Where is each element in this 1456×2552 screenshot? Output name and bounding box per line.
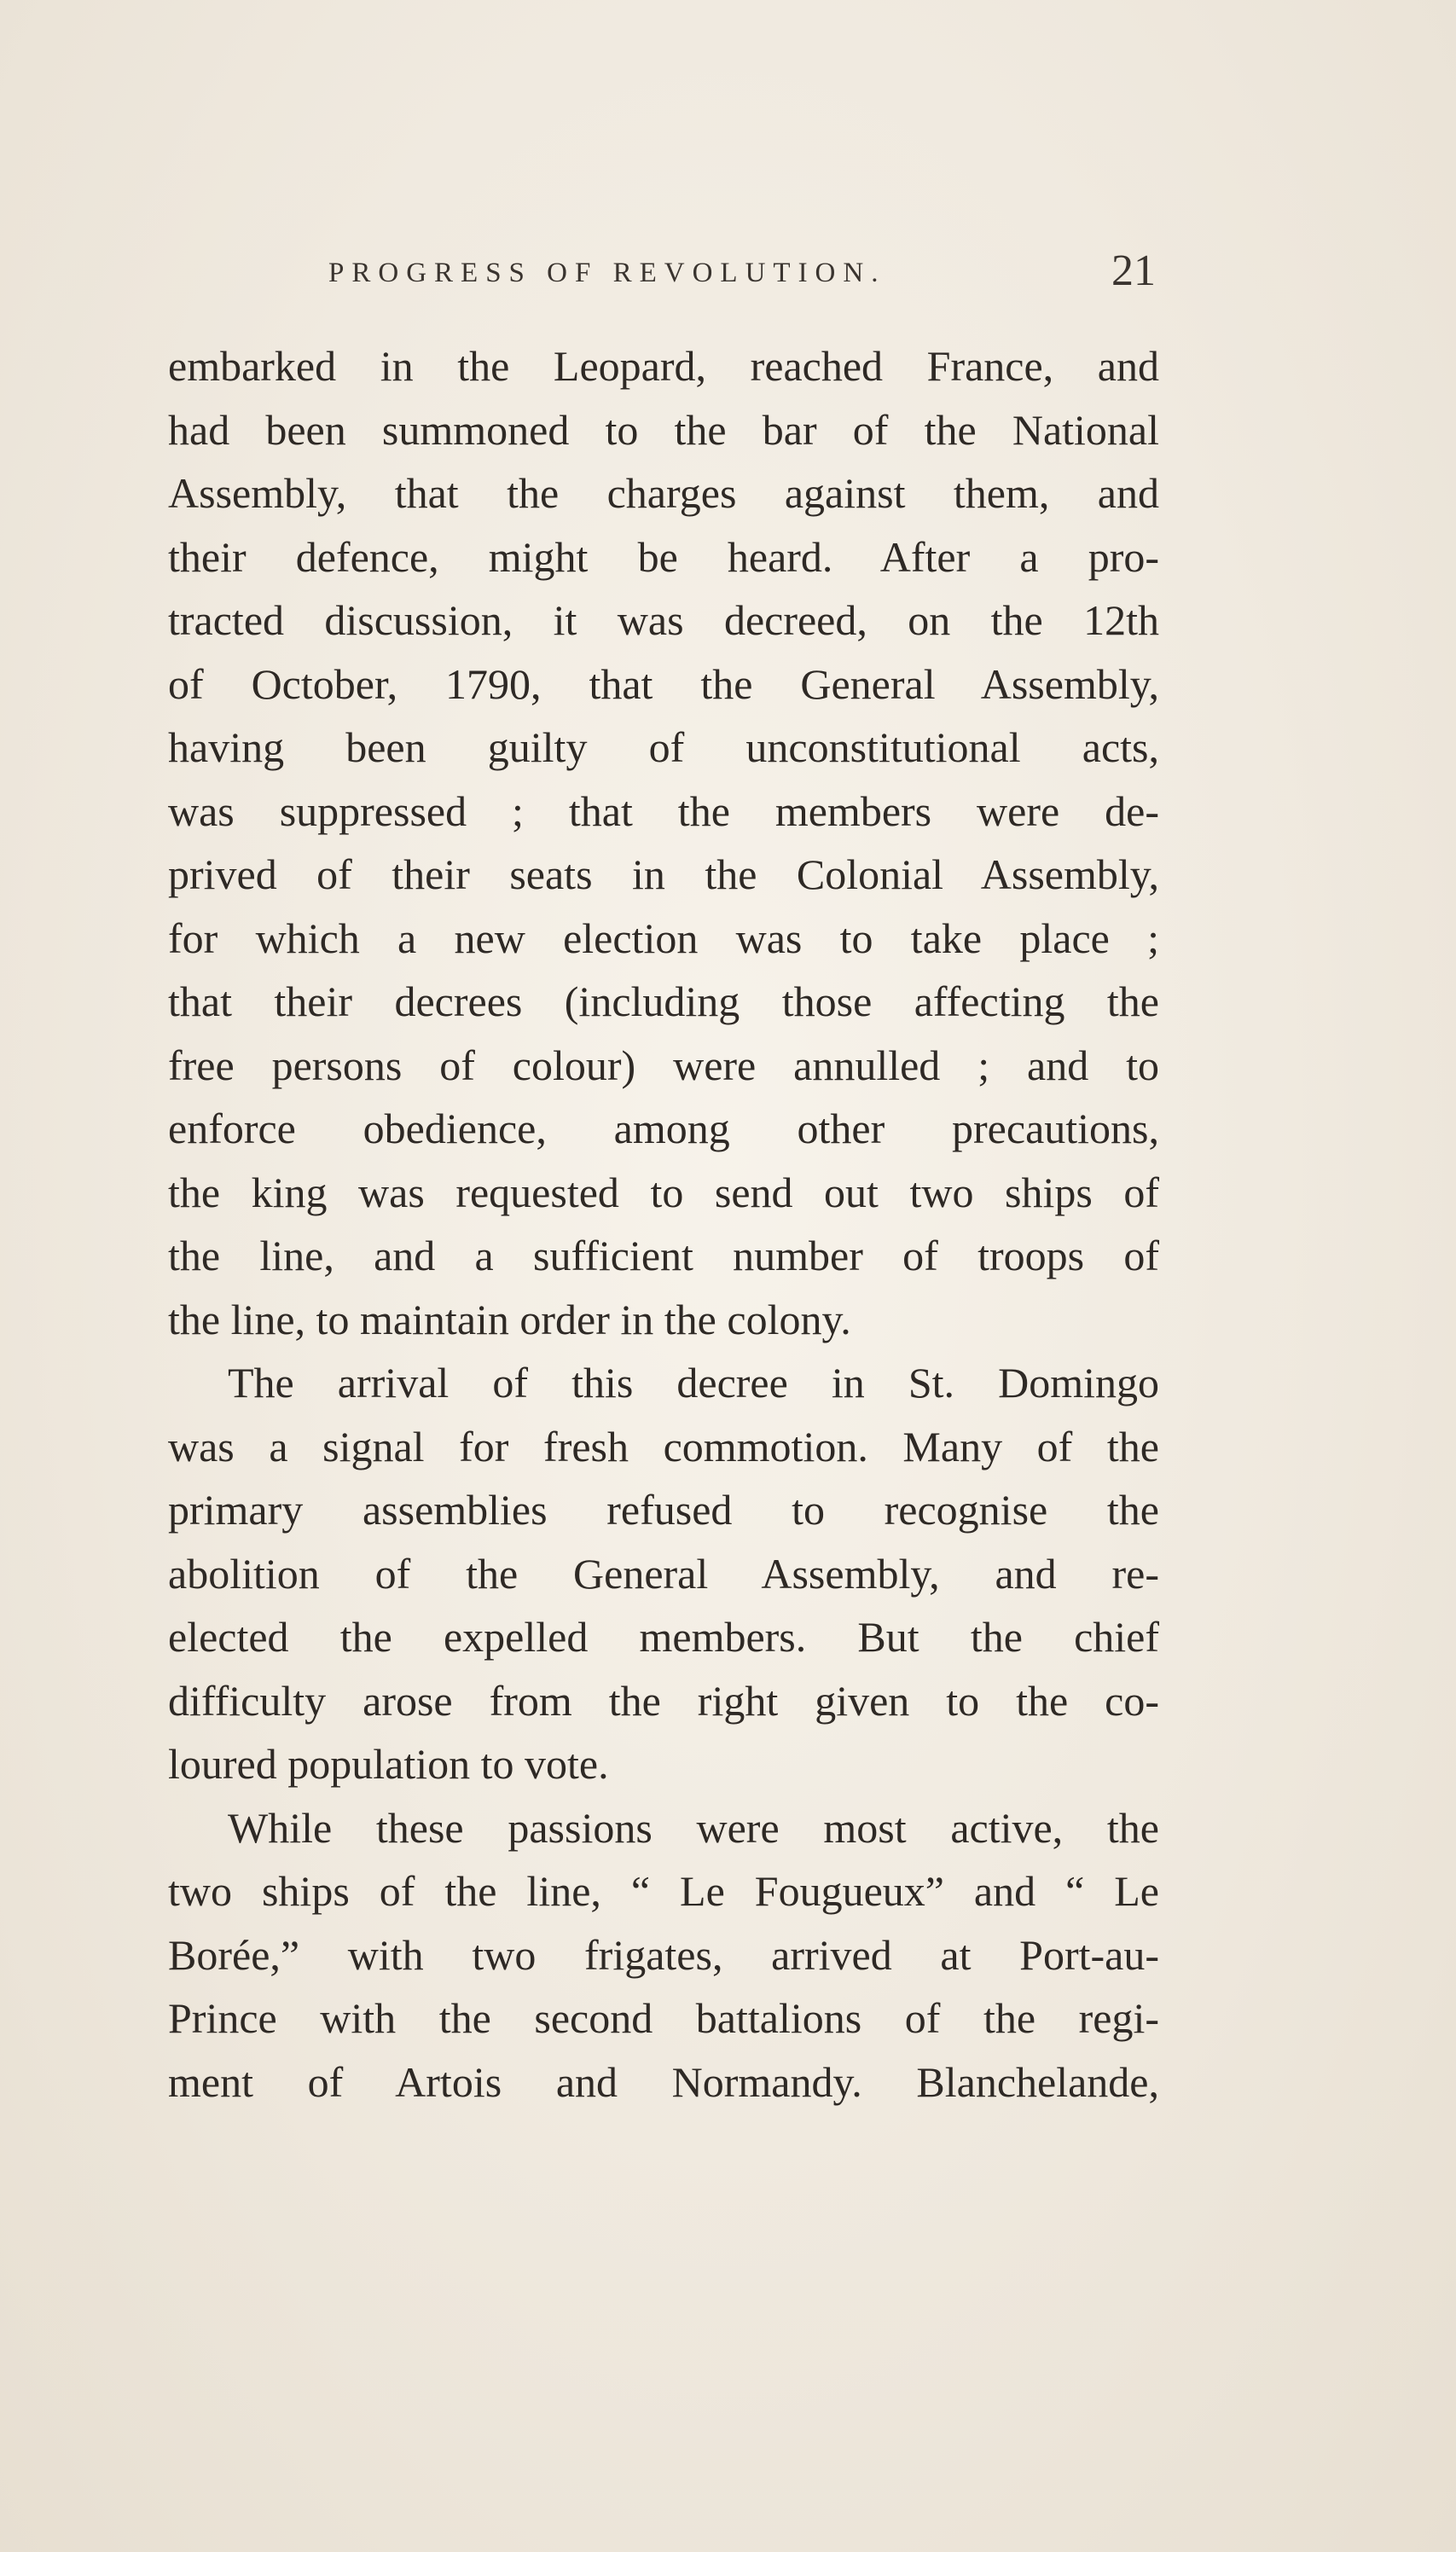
text-line: free persons of colour) were annulled ; and to xyxy=(168,1041,1159,1089)
text-line: tracted discussion, it was decreed, on the 12th xyxy=(168,596,1159,644)
text-line: two ships of the line, “ Le Fougueux” and “ Le xyxy=(168,1867,1159,1915)
text-line: embarked in the Leopard, reached France, and xyxy=(168,342,1159,390)
text-line: of October, 1790, that the General Assembly, xyxy=(168,659,1159,708)
running-head: PROGRESS OF REVOLUTION. xyxy=(328,258,886,288)
body-text xyxy=(168,334,1159,2114)
paragraph xyxy=(168,334,1159,1351)
text-line: Prince with the second battalions of the regi- xyxy=(168,1994,1159,2042)
page-number: 21 xyxy=(1111,246,1156,295)
text-line: Assembly, that the charges against them, and xyxy=(168,469,1159,517)
text-line: difficulty arose from the right given to the co- xyxy=(168,1676,1159,1725)
paragraph xyxy=(168,1351,1159,1796)
text-line: ment of Artois and Normandy. Blanchelande, xyxy=(168,2057,1159,2106)
text-line: abolition of the General Assembly, and re- xyxy=(168,1549,1159,1598)
text-line: having been guilty of unconstitutional acts, xyxy=(168,723,1159,771)
text-line: for which a new election was to take place ; xyxy=(168,914,1159,962)
page-header xyxy=(328,246,1156,297)
text-line: While these passions were most active, the xyxy=(228,1803,1159,1852)
text-line: was suppressed ; that the members were de- xyxy=(168,786,1159,835)
paragraph xyxy=(168,1796,1159,2114)
text-line: the king was requested to send out two ships of xyxy=(168,1168,1159,1216)
text-line: elected the expelled members. But the chief xyxy=(168,1613,1159,1661)
text-line: loured population to vote. xyxy=(168,1740,609,1788)
text-line: that their decrees (including those affecting the xyxy=(168,977,1159,1025)
text-line: had been summoned to the bar of the National xyxy=(168,405,1159,454)
text-line: primary assemblies refused to recognise the xyxy=(168,1486,1159,1534)
text-line: enforce obedience, among other precautions, xyxy=(168,1105,1159,1152)
text-line: Borée,” with two frigates, arrived at Port-au- xyxy=(168,1930,1159,1979)
text-line: their defence, might be heard. After a pro- xyxy=(168,532,1159,581)
text-line: prived of their seats in the Colonial Assembly, xyxy=(168,850,1159,898)
text-line: the line, to maintain order in the colony. xyxy=(168,1295,851,1343)
text-line: was a signal for fresh commotion. Many of the xyxy=(168,1422,1159,1470)
text-line: The arrival of this decree in St. Domingo xyxy=(228,1359,1159,1406)
text-line: the line, and a sufficient number of troops of xyxy=(168,1232,1159,1279)
